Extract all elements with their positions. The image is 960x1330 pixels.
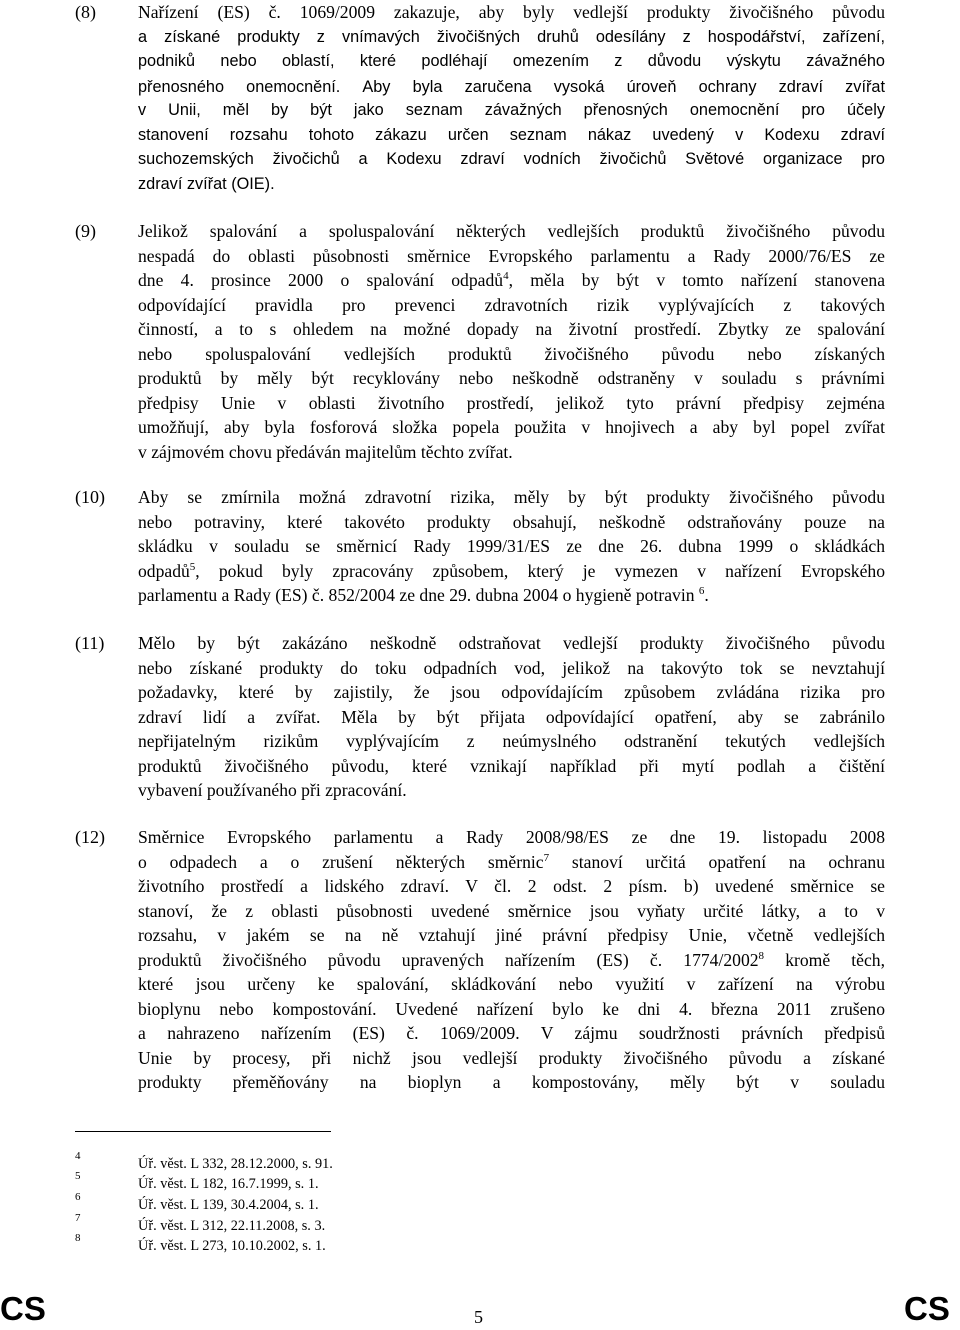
footnote-ref[interactable]: 4 bbox=[503, 270, 509, 282]
text-line: Nařízení (ES) č. 1069/2009 zakazuje, aby byly vedlejší produkty živočišného původu bbox=[138, 2, 885, 22]
footnote-number: 5 bbox=[75, 1170, 81, 1182]
text-segment: , měla by být v tomto nařízení stanovena bbox=[508, 270, 885, 290]
text-line: a nahrazeno nařízením (ES) č. 1069/2009. V zájmu soudržnosti právních předpisů bbox=[138, 1023, 885, 1043]
paragraph-number: (9) bbox=[75, 221, 96, 241]
paragraph-number: (11) bbox=[75, 633, 105, 653]
text-line: v zájmovém chovu předáván majitelům těchto zvířat. bbox=[138, 441, 513, 462]
paragraph-text bbox=[138, 219, 885, 464]
text-line: životního prostředí a lidského zdraví. V čl. 2 odst. 2 písm. b) uvedené směrnice se bbox=[138, 876, 885, 896]
text-line: stanoví, že z oblasti působnosti uvedené směrnice jsou vyňaty určité látky, a to v bbox=[138, 900, 885, 921]
paragraph-text bbox=[138, 631, 885, 803]
text-line: Aby se zmírnila možná zdravotní rizika, měly by být produkty živočišného původu bbox=[138, 487, 885, 507]
paragraph-number: (12) bbox=[75, 827, 105, 847]
footnote-number: 8 bbox=[75, 1232, 81, 1244]
footer-language-left: CS bbox=[0, 1290, 46, 1327]
footnote-number: 4 bbox=[75, 1150, 81, 1162]
text-line: podniků nebo oblastí, které podléhají omezením z důvodu výskytu závažného bbox=[138, 52, 885, 70]
text-line: činností, a to s ohledem na možné dopady na životní prostředí. Zbytky ze spalování bbox=[138, 319, 885, 339]
text-line: v Unii, měl by být jako seznam závažných přenosných onemocnění pro účely bbox=[138, 101, 885, 119]
footnote-number: 7 bbox=[75, 1212, 81, 1224]
text-line: nebo potraviny, které takovéto produkty obsahují, neškodně odstraňovány pouze na bbox=[138, 511, 885, 532]
text-segment: stanoví určitá opatření na ochranu bbox=[549, 851, 885, 872]
text-segment: odpadů bbox=[138, 560, 190, 581]
footnote-ref[interactable]: 8 bbox=[758, 949, 765, 962]
footnote-text: Úř. věst. L 312, 22.11.2008, s. 3. bbox=[138, 1218, 326, 1234]
text-line: produktů živočišného původu, které vznikají například při mytí podlah a čištění bbox=[138, 755, 885, 776]
text-line: skládku v souladu se směrnicí Rady 1999/31/ES ze dne 26. dubna 1999 o skládkách bbox=[138, 536, 885, 556]
footnote-number: 6 bbox=[75, 1191, 81, 1203]
text-segment: přenosného onemocnění. bbox=[138, 77, 341, 96]
footnote-text: Úř. věst. L 273, 10.10.2002, s. 1. bbox=[138, 1238, 326, 1254]
text-segment: o odpadech a o zrušení některých směrnic bbox=[138, 851, 544, 872]
text-line: zdraví lidí a zvířat. Měla by být přijata odpovídající opatření, aby se zabránilo bbox=[138, 706, 885, 727]
footnote-separator bbox=[75, 1131, 331, 1132]
text-line: stanovení rozsahu tohoto zákazu určen seznam nákaz uvedený v Kodexu zdraví bbox=[138, 125, 885, 144]
paragraph-text bbox=[138, 825, 885, 1095]
paragraph-text bbox=[138, 0, 885, 196]
text-line bbox=[138, 583, 885, 608]
text-segment: kromě těch, bbox=[764, 949, 885, 970]
text-line: nebo získané produkty do toku odpadních vod, jelikož na takovýto tok se nevztahují bbox=[138, 657, 885, 678]
footnote-text: Úř. věst. L 332, 28.12.2000, s. 91. bbox=[138, 1156, 333, 1172]
text-line: Směrnice Evropského parlamentu a Rady 2008/98/ES ze dne 19. listopadu 2008 bbox=[138, 827, 885, 847]
text-line: nebo spoluspalování vedlejších produktů živočišného původu nebo získaných bbox=[138, 343, 885, 364]
text-line: požadavky, které by zajistily, že jsou odpovídajícím způsobem zvládána rizika pro bbox=[138, 682, 885, 702]
text-segment: produktů živočišného původu upravených nařízením (ES) č. 1774/2002 bbox=[138, 949, 759, 970]
paragraph-number: (8) bbox=[75, 2, 96, 22]
paragraph-number: (10) bbox=[75, 487, 105, 507]
text-line: které jsou určeny ke spalování, skládkování nebo využití v zařízení na výrobu bbox=[138, 974, 885, 994]
footnote-ref[interactable]: 6 bbox=[698, 585, 705, 597]
text-line: rozsahu, v jakém se na ně vztahují jiné právní předpisy Unie, včetně vedlejších bbox=[138, 925, 885, 945]
text-segment: Aby byla zaručena vysoká úroveň ochrany zdraví zvířat bbox=[362, 77, 885, 96]
footnote-ref[interactable]: 5 bbox=[189, 560, 196, 573]
text-line: Mělo by být zakázáno neškodně odstraňovat vedlejší produkty živočišného původu bbox=[138, 633, 885, 653]
text-line: Jelikož spalování a spoluspalování některých vedlejších produktů živočišného původu bbox=[138, 221, 885, 241]
text-line bbox=[138, 559, 885, 584]
text-line: nepřijatelným rizikům vyplývajícím z neúmyslného odstranění tekutých vedlejších bbox=[138, 731, 885, 751]
text-line: Unie by procesy, při nichž jsou vedlejší produkty živočišného původu a získané bbox=[138, 1047, 885, 1068]
text-line: odpovídající pravidla pro prevenci zdravotních rizik vyplývajících z takových bbox=[138, 294, 885, 315]
text-line: a získané produkty z vnímavých živočišných druhů odesílány z hospodářství, zařízení, bbox=[138, 27, 885, 46]
text-line bbox=[138, 850, 885, 875]
footnote-text: Úř. věst. L 139, 30.4.2004, s. 1. bbox=[138, 1197, 319, 1213]
text-segment: , pokud byly zpracovány způsobem, který je vymezen v nařízení Evropského bbox=[195, 560, 885, 581]
text-line: zdraví zvířat (OIE). bbox=[138, 174, 275, 193]
text-line: suchozemských živočichů a Kodexu zdraví vodních živočichů Světové organizace pro bbox=[138, 150, 885, 168]
footnote-ref[interactable]: 7 bbox=[543, 851, 550, 864]
text-line: vybavení používaného při zpracování. bbox=[138, 780, 407, 800]
text-line: produkty přeměňovány na bioplyn a kompostovány, měly být v souladu bbox=[138, 1072, 885, 1092]
text-line: bioplynu nebo kompostování. Uvedené nařízení bylo ke dni 4. března 2011 zrušeno bbox=[138, 998, 885, 1019]
text-line: umožňují, aby byla fosforová složka popela použita v hnojivech a aby byl popel zvířat bbox=[138, 417, 885, 437]
text-segment: . bbox=[704, 585, 709, 605]
text-line: předpisy Unie v oblasti životního prostředí, jelikož tyto právní předpisy zejména bbox=[138, 392, 885, 413]
text-line: nespadá do oblasti působnosti směrnice Evropského parlamentu a Rady 2000/76/ES ze bbox=[138, 245, 885, 266]
footnote-text: Úř. věst. L 182, 16.7.1999, s. 1. bbox=[138, 1176, 319, 1192]
page-number: 5 bbox=[474, 1307, 483, 1327]
text-segment: dne 4. prosince 2000 o spalování odpadů bbox=[138, 270, 504, 290]
paragraph-text bbox=[138, 485, 885, 608]
text-line bbox=[138, 74, 885, 99]
text-line bbox=[138, 948, 885, 973]
text-line: produktů by měly být recyklovány nebo neškodně odstraněny v souladu s právními bbox=[138, 368, 885, 388]
text-segment: parlamentu a Rady (ES) č. 852/2004 ze dne 29. dubna 2004 o hygieně potravin bbox=[138, 585, 695, 605]
text-line bbox=[138, 268, 885, 293]
footer-language-right: CS bbox=[904, 1290, 950, 1327]
